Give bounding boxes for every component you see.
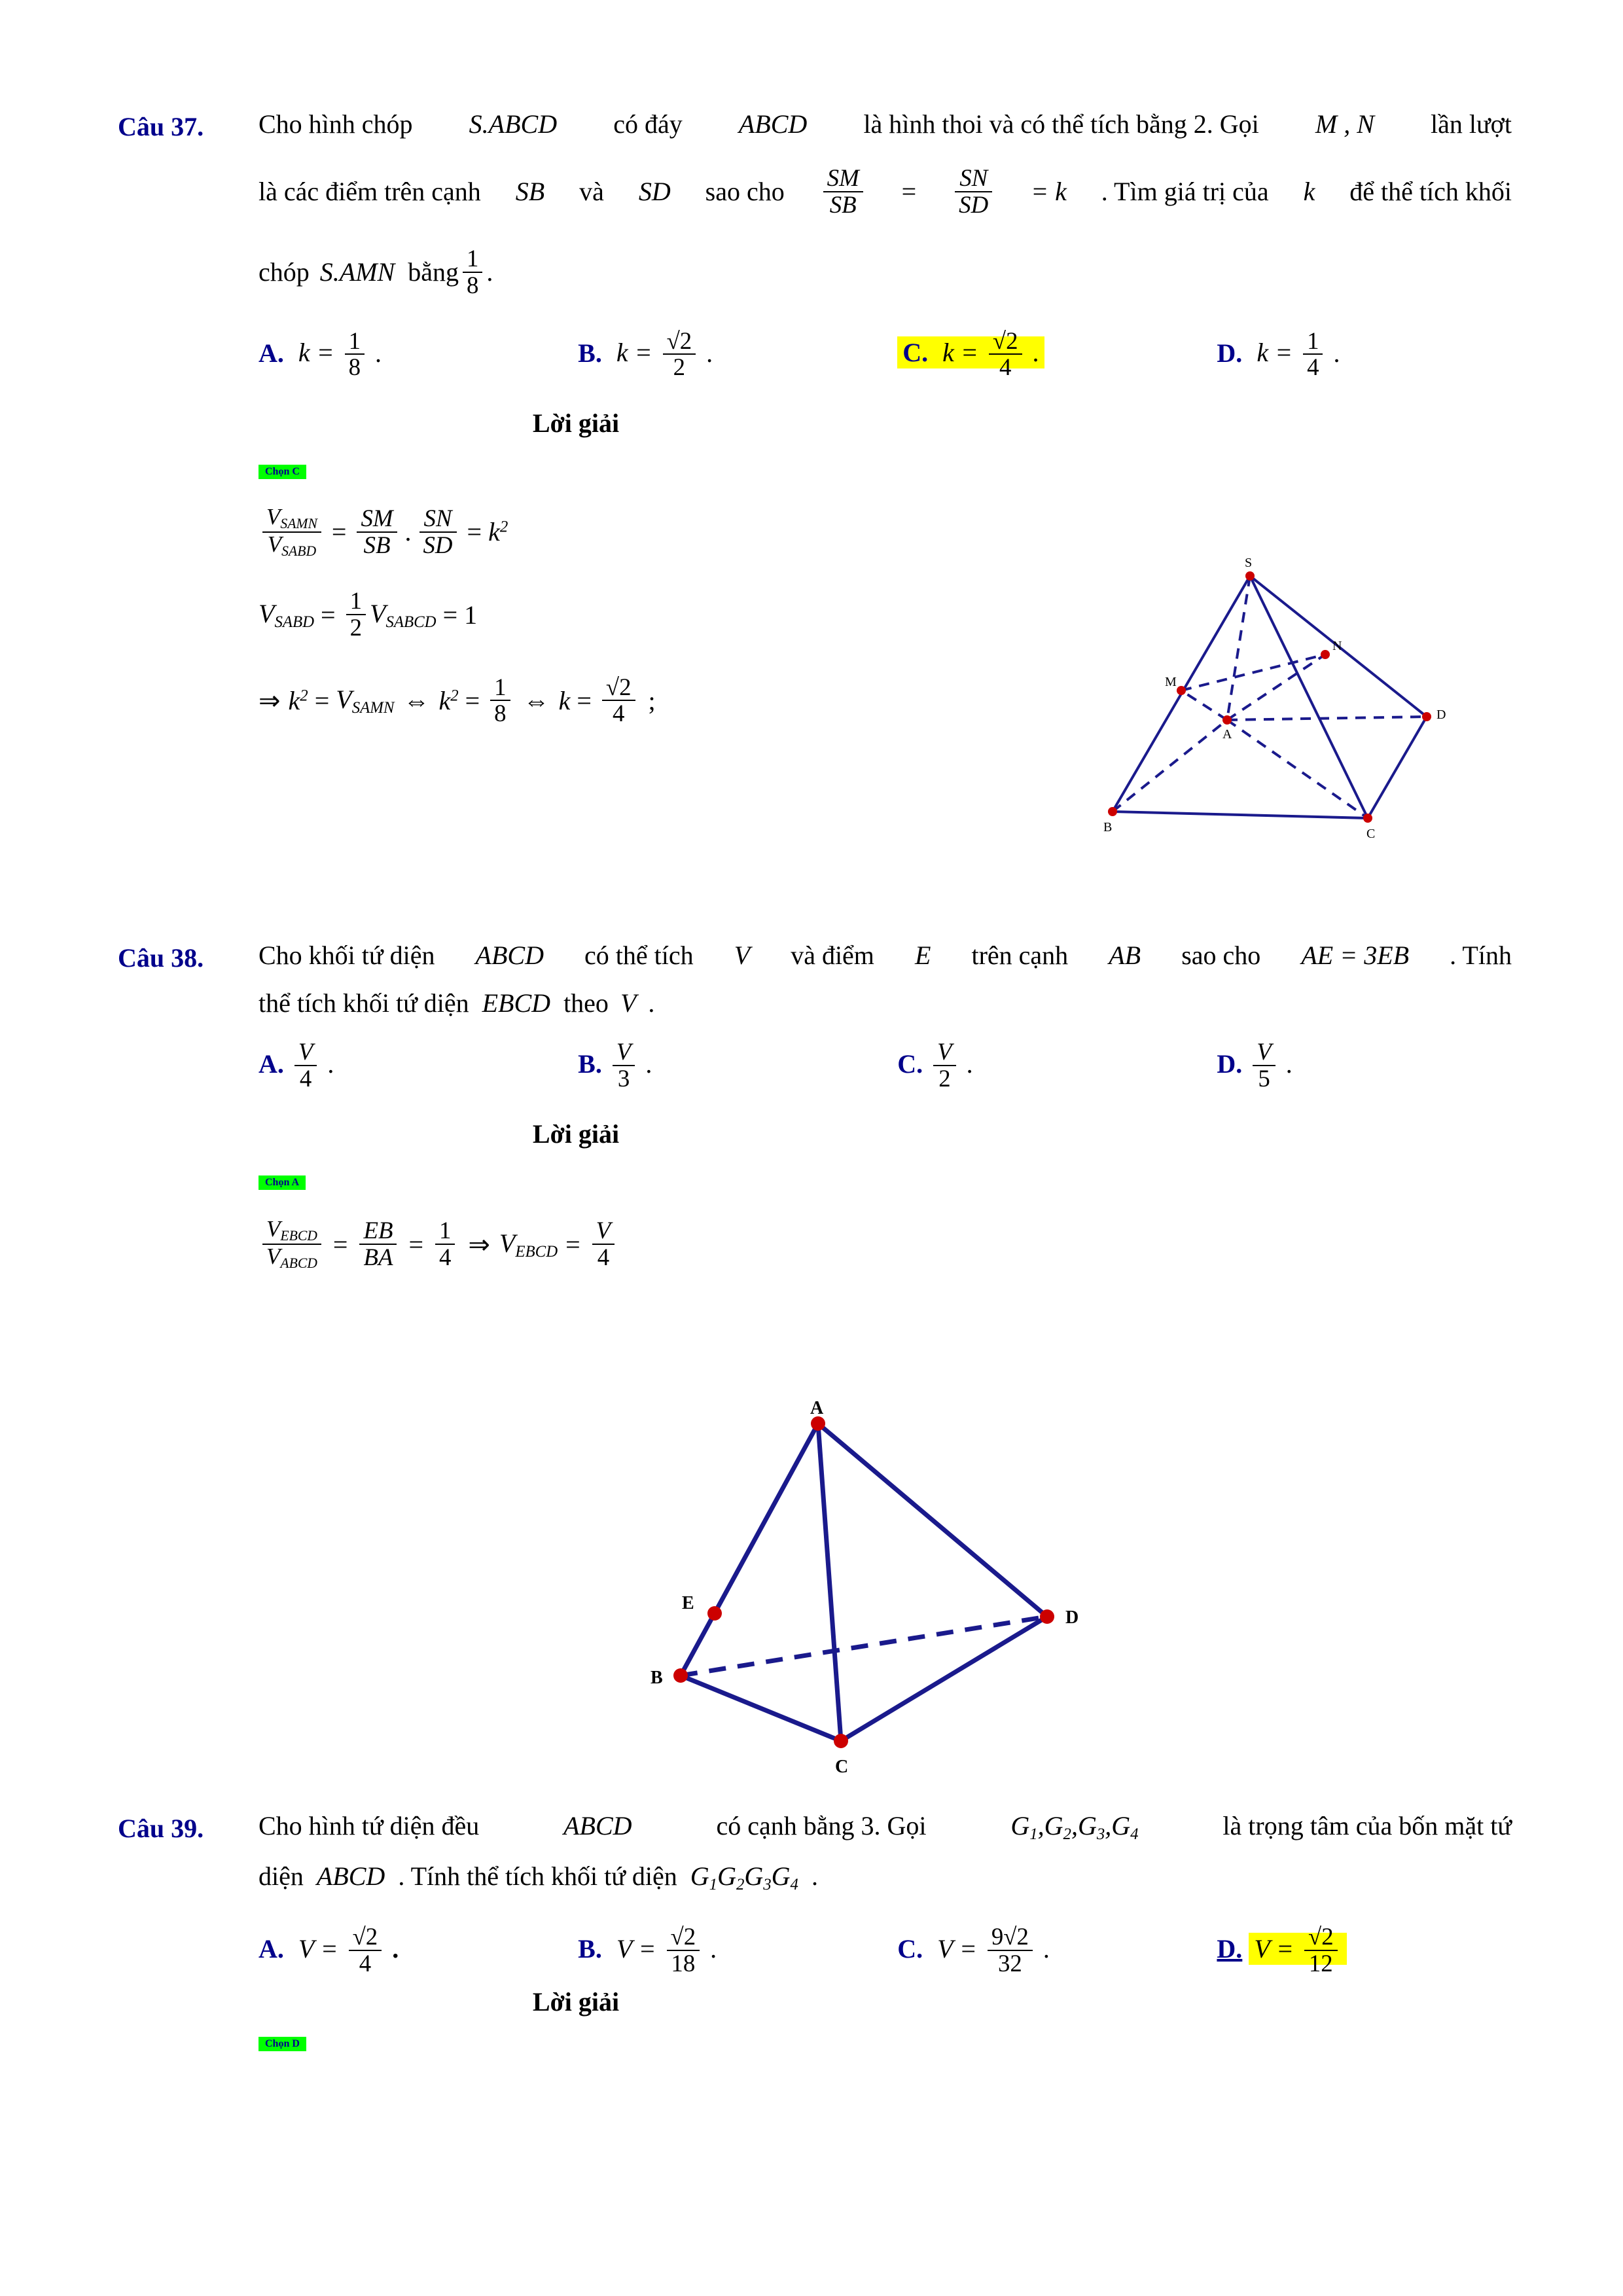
q38-a-den: 4 — [299, 1064, 312, 1092]
q37-w3-k2t: k — [438, 685, 451, 715]
q39-c-den: 32 — [997, 1949, 1022, 1977]
q39-c-dot: . — [1043, 1933, 1050, 1964]
q37-abcd: ABCD — [738, 109, 808, 139]
q37-a-den: 8 — [348, 353, 361, 381]
q38-w-imp: ⇒ — [468, 1229, 490, 1259]
q38-w-f1d: BA — [363, 1244, 393, 1271]
q37-w3-k3: k — [558, 685, 571, 715]
point-A — [1222, 715, 1232, 725]
q37-t8: . Tìm giá trị của — [1101, 177, 1269, 207]
q38-c-num: V — [933, 1039, 955, 1066]
q38-c-tag: C. — [897, 1049, 923, 1079]
q38-d-tag: D. — [1217, 1049, 1243, 1079]
q37-frac1-num: SM — [823, 166, 863, 192]
q38-b-frac — [613, 1039, 635, 1091]
q38-w-eq3: = — [565, 1229, 580, 1259]
edge-AB — [681, 1424, 818, 1676]
q37-d-var: k = — [1257, 338, 1293, 368]
label-E38: E — [682, 1593, 694, 1613]
question-38-text — [259, 942, 1512, 969]
q38-w-f3d: 4 — [597, 1244, 610, 1271]
q37-d-tag: D. — [1217, 338, 1243, 368]
q37-b-var: k = — [616, 338, 652, 368]
q37-w1-vnsub: SAMN — [280, 515, 317, 531]
point-B — [1108, 807, 1117, 816]
q37-w1-f2n: SN — [419, 506, 457, 533]
q38-w-eq: = — [332, 1229, 348, 1259]
pyramid-front-faces — [1113, 576, 1368, 818]
q39-answer-d[interactable] — [1217, 1924, 1512, 1976]
q37-c-dot: . — [1032, 338, 1039, 368]
q39-t3: là trọng tâm của bốn mặt tứ — [1222, 1811, 1512, 1840]
figure-pyramid-sabcd — [1060, 556, 1466, 884]
q38-b-num: V — [613, 1039, 635, 1066]
q37-a-dot: . — [375, 338, 382, 368]
q39-t2: có cạnh bằng 3. Gọi — [716, 1811, 927, 1840]
q39-answer-b[interactable] — [578, 1924, 897, 1976]
q38-t1: Cho khối tứ diện — [259, 941, 435, 970]
q39-c-tag: C. — [897, 1933, 923, 1964]
q37-w2-rhs: 1 — [464, 600, 478, 630]
q38-d-num: V — [1253, 1039, 1275, 1066]
label-D: D — [1436, 708, 1446, 722]
q37-a-tag: A. — [259, 338, 284, 368]
q37-d-num: 1 — [1303, 329, 1323, 355]
q37-w1-ksup: 2 — [499, 518, 508, 536]
q39-b-var: V = — [616, 1933, 656, 1964]
q37-d-frac — [1303, 329, 1323, 380]
point-S — [1245, 571, 1255, 581]
q37-w2-eq2: = — [442, 600, 458, 630]
q37-w1-f2 — [419, 506, 457, 558]
q37-w1-eq2: = — [467, 517, 482, 547]
label-A38: A — [810, 1401, 824, 1418]
q37-w3-rn: √2 — [602, 675, 635, 702]
q37-w2-mid — [370, 598, 437, 632]
q38-w-f3n: V — [592, 1218, 615, 1245]
q38-w-vd: V — [266, 1244, 281, 1270]
q38-c-den: 2 — [938, 1064, 951, 1092]
q37-w3-fd: 8 — [494, 700, 507, 727]
q37-k: k — [1303, 177, 1315, 207]
label-S: S — [1245, 556, 1253, 570]
q38-v: V — [734, 941, 751, 970]
q37-t11: bằng — [408, 257, 459, 287]
q37-w3-eq: = — [314, 685, 330, 715]
q39-abcd: ABCD — [563, 1811, 632, 1840]
q38-answer-d[interactable] — [1217, 1039, 1512, 1091]
q38-answer-b[interactable] — [578, 1039, 897, 1091]
q38-t9: . — [648, 988, 655, 1018]
point-E — [707, 1606, 722, 1621]
q37-w3-vsub: SAMN — [351, 698, 395, 717]
edge-BA — [1113, 720, 1227, 812]
q37-eq1: = — [901, 177, 917, 207]
q38-abcd: ABCD — [475, 941, 544, 970]
q37-d-den: 4 — [1307, 353, 1319, 381]
q37-w3-fn: 1 — [490, 675, 510, 702]
q37-w3-imp: ⇒ — [259, 685, 281, 715]
q38-w-vdsub: ABCD — [280, 1255, 317, 1272]
q37-frac2-num: SN — [955, 166, 992, 192]
q38-t4: trên cạnh — [971, 941, 1069, 970]
q37-b-frac — [663, 329, 696, 380]
q39-c-frac — [988, 1924, 1033, 1976]
edge-CD — [1368, 717, 1427, 818]
q39-a-var: V = — [298, 1933, 338, 1964]
q38-w-f2 — [435, 1218, 455, 1270]
q39-t4: diện — [259, 1861, 304, 1891]
q37-t2: có đáy — [613, 109, 683, 139]
point-D — [1040, 1609, 1054, 1624]
q39-g-list2: $G_1G_2G_3G_4$ — [690, 1861, 798, 1893]
q38-w-f2d: 4 — [439, 1244, 452, 1271]
q38-t8: theo — [563, 988, 609, 1018]
q39-d-num: √2 — [1304, 1924, 1338, 1951]
q37-w2-fd: 2 — [349, 614, 363, 641]
q37-w1-vdsub: SABD — [281, 543, 317, 559]
q37-c-frac — [989, 329, 1022, 380]
q38-a-tag: A. — [259, 1049, 284, 1079]
q39-b-frac — [667, 1924, 700, 1976]
q38-t6: . Tính — [1450, 941, 1512, 970]
q37-answer-d[interactable] — [1217, 329, 1512, 380]
q39-b-tag: B. — [578, 1933, 602, 1964]
label-C38: C — [835, 1757, 849, 1777]
q37-w3-v — [336, 684, 394, 717]
q38-d-dot: . — [1285, 1049, 1293, 1079]
q39-t1: Cho hình tứ diện đều — [259, 1811, 480, 1840]
q37-w2-v2sub: SABCD — [385, 613, 437, 631]
point-A — [811, 1416, 825, 1431]
q37-eq2: = k — [1031, 177, 1067, 207]
q38-v2: V — [620, 988, 637, 1018]
q37-w1-f1 — [357, 506, 397, 558]
q37-w2-fn: 1 — [346, 588, 366, 615]
q37-w3-f2 — [602, 675, 635, 726]
q38-w-vn: V — [266, 1216, 281, 1242]
q38-b-tag: B. — [578, 1049, 602, 1079]
q37-w3-k2 — [438, 685, 458, 716]
q38-w-res — [499, 1228, 558, 1261]
q39-b-num: √2 — [667, 1924, 700, 1951]
q37-w2-frac — [346, 588, 366, 640]
question-38 — [118, 942, 1512, 1271]
q37-w3-vv: V — [336, 684, 352, 714]
q38-work-lhs — [262, 1217, 321, 1271]
q38-choose: Chọn A — [259, 1175, 306, 1190]
q38-e: E — [914, 941, 931, 970]
question-37-text — [259, 111, 1512, 137]
q39-solution-title: Lời giải — [532, 1987, 620, 2017]
label-M: M — [1165, 675, 1177, 689]
q37-sd: SD — [638, 177, 671, 207]
edge-AD — [818, 1424, 1047, 1617]
question-39 — [118, 1813, 1512, 2051]
q37-t12: . — [486, 257, 493, 287]
q37-frac-sm-sb — [823, 166, 863, 217]
q38-ab: AB — [1109, 941, 1141, 970]
q37-frac3-num: 1 — [463, 246, 482, 273]
q37-w1-f1n: SM — [357, 506, 397, 533]
q37-b-tag: B. — [578, 338, 602, 368]
q37-w1-f1d: SB — [363, 531, 391, 558]
q38-t2: có thể tích — [584, 941, 694, 970]
q39-d-tag: D. — [1217, 1933, 1243, 1964]
q38-w-f3 — [592, 1218, 615, 1270]
q37-a-var: k = — [298, 338, 334, 368]
q39-t5: . Tính thể tích khối tứ diện — [398, 1861, 677, 1891]
q37-frac-sn-sd — [955, 166, 992, 217]
label-B38: B — [651, 1668, 663, 1688]
edge-BD-hidden — [681, 1617, 1047, 1676]
q37-a-frac — [345, 329, 365, 380]
q39-d-den: 12 — [1308, 1949, 1333, 1977]
q37-t10: chóp — [259, 257, 310, 287]
q39-c-num: 9√2 — [988, 1924, 1033, 1951]
q39-abcd2: ABCD — [316, 1861, 385, 1891]
q37-w2-lhs — [259, 598, 314, 632]
q37-w3-rd: 4 — [613, 700, 625, 727]
q38-a-dot: . — [327, 1049, 334, 1079]
q37-t4: lần lượt — [1431, 109, 1512, 139]
q37-answer-b[interactable] — [578, 329, 897, 380]
label-B: B — [1103, 820, 1113, 834]
q39-a-num: √2 — [349, 1924, 382, 1951]
edge-AN — [1227, 655, 1325, 720]
q37-w3-k1 — [289, 685, 308, 716]
q37-w2-v: V — [259, 598, 275, 628]
q37-t9: để thể tích khối — [1349, 177, 1512, 207]
q37-w3-iff2: ⇔ — [523, 685, 550, 715]
q37-t7: sao cho — [705, 177, 785, 207]
q39-g-list: $G_1,G_2,G_3,G_4$ — [1010, 1811, 1139, 1843]
edge-AC — [1227, 720, 1368, 818]
q37-answer-c[interactable] — [897, 329, 1217, 380]
q37-b-num: √2 — [663, 329, 696, 355]
q37-frac3-den: 8 — [466, 271, 479, 298]
label-A: A — [1222, 727, 1232, 742]
q37-b-dot: . — [706, 338, 713, 368]
q37-t3: là hình thoi và có thể tích bằng 2. Gọi — [863, 109, 1259, 139]
point-M — [1177, 686, 1186, 695]
q37-frac2-den: SD — [959, 190, 989, 218]
q37-w1-dot: . — [404, 517, 412, 547]
q37-sb: SB — [515, 177, 545, 207]
q38-cond: AE = 3EB — [1301, 941, 1410, 970]
q37-choose: Chọn C — [259, 465, 306, 479]
q39-a-frac — [349, 1924, 382, 1976]
edge-BC — [681, 1676, 841, 1741]
q37-w3-iff: ⇔ — [403, 685, 430, 715]
q38-w-ressub: EBCD — [515, 1242, 558, 1261]
q37-w2-eq: = — [321, 600, 336, 630]
q37-w1-k: k — [488, 517, 500, 547]
q37-b-den: 2 — [673, 353, 686, 381]
q37-c-tag: C. — [902, 338, 929, 368]
question-39-label: Câu 39. — [118, 1814, 204, 1843]
q37-samn: S.AMN — [319, 257, 395, 287]
q39-b-dot: . — [710, 1933, 717, 1964]
q38-b-dot: . — [645, 1049, 652, 1079]
q37-c-var: k = — [942, 338, 978, 368]
edge-AM — [1181, 691, 1227, 720]
q39-answer-c[interactable] — [897, 1924, 1217, 1976]
q38-solution-title: Lời giải — [532, 1119, 620, 1149]
q37-w1-res — [488, 516, 508, 547]
q39-a-tag: A. — [259, 1933, 284, 1964]
q38-answer-a[interactable] — [259, 1039, 578, 1091]
q38-t3: và điểm — [791, 941, 874, 970]
q37-w2-vsub: SABD — [274, 613, 315, 631]
q38-w-f2n: 1 — [435, 1218, 455, 1245]
q38-d-frac — [1253, 1039, 1275, 1091]
q38-c-dot: . — [966, 1049, 973, 1079]
edge-AD — [1227, 717, 1427, 720]
q37-w2-v2: V — [370, 598, 386, 628]
q37-work1-lhs — [262, 505, 321, 559]
q39-d-frac — [1304, 1924, 1338, 1976]
q37-d-dot: . — [1333, 338, 1340, 368]
point-C — [1363, 814, 1372, 823]
q37-frac-1-8 — [463, 246, 482, 298]
q37-w3-ksup: 2 — [300, 687, 308, 705]
q39-d-var: V = — [1254, 1933, 1294, 1964]
q39-c-var: V = — [937, 1933, 977, 1964]
question-38-label: Câu 38. — [118, 943, 204, 973]
q39-answer-a[interactable] — [259, 1924, 578, 1976]
q37-w3-semi: ; — [648, 685, 656, 715]
q39-choose: Chọn D — [259, 2037, 306, 2051]
q38-w-resv: V — [499, 1228, 516, 1258]
q37-mn: M , N — [1315, 109, 1374, 139]
q37-sabcd: S.ABCD — [469, 109, 558, 139]
q38-d-den: 5 — [1258, 1064, 1270, 1092]
point-B — [673, 1668, 688, 1683]
question-37-label: Câu 37. — [118, 112, 204, 141]
q39-t6: . — [811, 1861, 818, 1891]
q37-a-num: 1 — [345, 329, 365, 355]
q37-w3-k: k — [288, 685, 300, 715]
label-N: N — [1332, 639, 1342, 653]
question-39-text — [259, 1813, 1512, 1843]
q38-t7: thể tích khối tứ diện — [259, 988, 469, 1018]
point-D — [1422, 712, 1431, 721]
q37-w1-vd: V — [267, 531, 282, 557]
label-D38: D — [1065, 1607, 1079, 1628]
q38-ebcd: EBCD — [482, 988, 551, 1018]
q37-t5: là các điểm trên cạnh — [259, 177, 481, 207]
q38-w-f1 — [359, 1218, 397, 1270]
q37-t6: và — [579, 177, 604, 207]
q38-w-vnsub: EBCD — [280, 1228, 317, 1244]
label-C: C — [1366, 827, 1376, 841]
q37-c-num: √2 — [989, 329, 1022, 355]
q38-answer-c[interactable] — [897, 1039, 1217, 1091]
q37-w1-f2d: SD — [423, 531, 453, 558]
q38-a-frac — [294, 1039, 317, 1091]
q37-w3-eq3: = — [577, 685, 592, 715]
q38-w-eq2: = — [408, 1229, 423, 1259]
q37-w1-eq: = — [331, 517, 347, 547]
q37-w1-vn: V — [266, 503, 281, 529]
q38-a-num: V — [294, 1039, 317, 1066]
q37-w3-f1 — [490, 675, 510, 726]
q37-t1: Cho hình chóp — [259, 109, 413, 139]
figure-tetrahedron-abcd — [641, 1401, 1113, 1787]
q37-frac1-den: SB — [829, 190, 857, 218]
q38-t5: sao cho — [1181, 941, 1261, 970]
q39-a-den: 4 — [359, 1949, 372, 1977]
q37-solution-title: Lời giải — [532, 408, 620, 438]
edge-AC — [818, 1424, 841, 1741]
q37-c-den: 4 — [999, 353, 1012, 381]
point-C — [834, 1734, 848, 1748]
q37-w3-k2sup: 2 — [450, 687, 459, 705]
point-N — [1321, 650, 1330, 659]
q37-answer-a[interactable] — [259, 329, 578, 380]
q38-c-frac — [933, 1039, 955, 1091]
q39-b-den: 18 — [671, 1949, 696, 1977]
q39-a-dot: . — [392, 1933, 399, 1964]
q38-w-f1n: EB — [359, 1218, 397, 1245]
q38-b-den: 3 — [617, 1064, 630, 1092]
q37-w3-eq2: = — [465, 685, 480, 715]
